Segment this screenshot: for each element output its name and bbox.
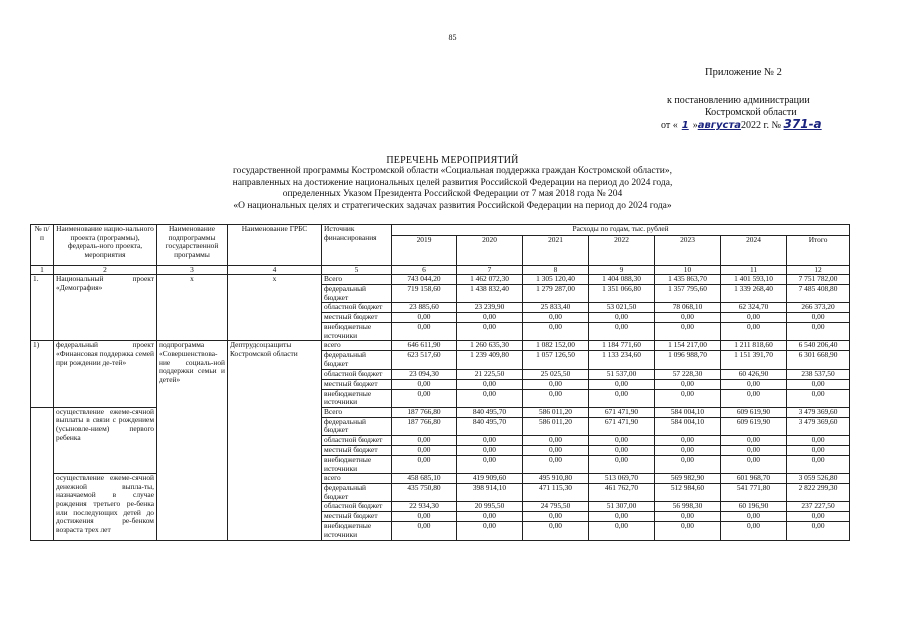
- year-value: 0,00: [721, 323, 787, 341]
- year-value: 512 984,60: [655, 484, 721, 502]
- measure-name: осуществление ежеме-сячной выплаты в связи с рождением (усыновле-нием) первого ребенка: [54, 407, 157, 473]
- document-heading: [0, 155, 905, 212]
- year-value: 0,00: [392, 522, 457, 540]
- year-value: 0,00: [655, 512, 721, 522]
- year-value: 743 044,20: [392, 275, 457, 285]
- year-value: 601 968,70: [721, 474, 787, 484]
- col-index: 10: [655, 266, 721, 275]
- year-value: 53 021,50: [589, 303, 655, 313]
- header-name: Наименование нацио-нального проекта (программы), федераль-ного проекта, мероприятия: [54, 225, 157, 266]
- year-value: 1 211 818,60: [721, 341, 787, 351]
- total-value: 0,00: [787, 435, 850, 445]
- measure-name: осуществление ежеме-сячной денежной выпла-ты, назначаемой в случае рождения третьего ре-бенка или последующих детей до достижения ре-бенком возраста трех лет: [54, 474, 157, 540]
- year-value: 840 495,70: [457, 417, 523, 435]
- year-value: 541 771,80: [721, 484, 787, 502]
- col-index: 5: [322, 266, 392, 275]
- year-value: 584 004,10: [655, 407, 721, 417]
- year-value: 0,00: [392, 323, 457, 341]
- grbs-name: х: [228, 275, 322, 341]
- total-value: 7 485 408,80: [787, 285, 850, 303]
- total-value: 0,00: [787, 313, 850, 323]
- year-value: 0,00: [589, 445, 655, 455]
- funding-source: федеральный бюджет: [322, 484, 392, 502]
- date-prefix: от «: [661, 120, 678, 131]
- year-value: 0,00: [589, 522, 655, 540]
- table-row: [31, 341, 850, 351]
- year-value: 0,00: [589, 389, 655, 407]
- year-value: 471 115,30: [523, 484, 589, 502]
- year-value: 51 307,00: [589, 502, 655, 512]
- year-value: 0,00: [457, 445, 523, 455]
- year-value: 0,00: [392, 313, 457, 323]
- year-value: 1 151 391,70: [721, 351, 787, 369]
- funding-source: областной бюджет: [322, 435, 392, 445]
- year-value: 1 438 832,40: [457, 285, 523, 303]
- total-value: 0,00: [787, 323, 850, 341]
- funding-source: местный бюджет: [322, 445, 392, 455]
- heading-line4: «О национальных целях и стратегических задачах развития Российской Федерации на период до 2024 года»: [233, 200, 672, 211]
- measure-name: федеральный проект «Финансовая поддержка семей при рождении де-тей»: [54, 341, 157, 407]
- col-index: 1: [31, 266, 54, 275]
- year-value: 57 228,30: [655, 369, 721, 379]
- year-value: 20 995,50: [457, 502, 523, 512]
- year-value: 419 909,60: [457, 474, 523, 484]
- year-2022: 2022: [589, 236, 655, 266]
- funding-source: внебюджетные источники: [322, 522, 392, 540]
- year-value: 0,00: [392, 435, 457, 445]
- funding-source: всего: [322, 341, 392, 351]
- year-value: 1 339 268,40: [721, 285, 787, 303]
- year-value: 0,00: [589, 313, 655, 323]
- heading-line1: государственной программы Костромской области «Социальная поддержка граждан Костромской области»,: [233, 166, 672, 177]
- total-value: 3 479 369,60: [787, 407, 850, 417]
- funding-source: областной бюджет: [322, 369, 392, 379]
- year-value: 21 225,50: [457, 369, 523, 379]
- year-value: 0,00: [655, 435, 721, 445]
- year-value: 25 025,50: [523, 369, 589, 379]
- year-value: 1 462 072,30: [457, 275, 523, 285]
- total-value: 237 227,50: [787, 502, 850, 512]
- column-index-row: [31, 266, 850, 275]
- year-value: 719 158,60: [392, 285, 457, 303]
- col-index: 3: [157, 266, 228, 275]
- year-value: 0,00: [457, 323, 523, 341]
- year-2019: 2019: [392, 236, 457, 266]
- year-value: 646 611,90: [392, 341, 457, 351]
- funding-source: местный бюджет: [322, 379, 392, 389]
- heading-line2: направленных на достижение национальных целей развития Российской Федерации на период до 2024 года,: [232, 177, 673, 188]
- col-index: 8: [523, 266, 589, 275]
- year-value: 435 750,80: [392, 484, 457, 502]
- year-value: 60 196,90: [721, 502, 787, 512]
- table-row: [31, 407, 850, 417]
- appendix-title: Приложение № 2: [705, 67, 782, 78]
- funding-source: внебюджетные источники: [322, 455, 392, 473]
- total-value: 0,00: [787, 379, 850, 389]
- year-value: 0,00: [655, 522, 721, 540]
- year-value: 0,00: [392, 389, 457, 407]
- year-value: 0,00: [457, 435, 523, 445]
- year-value: 671 471,90: [589, 407, 655, 417]
- year-value: 495 910,80: [523, 474, 589, 484]
- col-index: 9: [589, 266, 655, 275]
- total-value: 0,00: [787, 445, 850, 455]
- year-value: 0,00: [457, 379, 523, 389]
- year-value: 0,00: [523, 455, 589, 473]
- funding-source: федеральный бюджет: [322, 417, 392, 435]
- year-value: 584 004,10: [655, 417, 721, 435]
- year-value: 0,00: [457, 313, 523, 323]
- year-value: 1 357 795,60: [655, 285, 721, 303]
- year-value: 0,00: [721, 389, 787, 407]
- col-index: 7: [457, 266, 523, 275]
- year-value: 0,00: [392, 455, 457, 473]
- year-value: 1 096 988,70: [655, 351, 721, 369]
- total-value: 3 479 369,60: [787, 417, 850, 435]
- funding-source: областной бюджет: [322, 303, 392, 313]
- year-value: 461 762,70: [589, 484, 655, 502]
- year-value: 60 426,90: [721, 369, 787, 379]
- header-no: № п/п: [31, 225, 54, 266]
- total-value: 238 537,50: [787, 369, 850, 379]
- year-value: 0,00: [392, 512, 457, 522]
- date-day: 1: [681, 120, 689, 131]
- row-number: 1.: [31, 275, 54, 341]
- year-value: 62 324,70: [721, 303, 787, 313]
- year-value: 0,00: [523, 512, 589, 522]
- year-value: 586 011,20: [523, 407, 589, 417]
- row-number: [31, 407, 54, 540]
- header-expenses: Расходы по годам, тыс. рублей: [392, 225, 850, 236]
- year-value: 1 057 126,50: [523, 351, 589, 369]
- funding-source: федеральный бюджет: [322, 285, 392, 303]
- order-number: 371-а: [783, 117, 822, 131]
- year-value: 51 537,00: [589, 369, 655, 379]
- year-2023: 2023: [655, 236, 721, 266]
- year-value: 1 184 771,60: [589, 341, 655, 351]
- year-value: 0,00: [589, 379, 655, 389]
- year-value: 0,00: [457, 522, 523, 540]
- year-value: 0,00: [392, 445, 457, 455]
- funding-source: местный бюджет: [322, 313, 392, 323]
- page-number: 85: [448, 33, 457, 42]
- total-value: 2 822 299,30: [787, 484, 850, 502]
- col-index: 11: [721, 266, 787, 275]
- year-value: 458 685,10: [392, 474, 457, 484]
- year-2021: 2021: [523, 236, 589, 266]
- total-value: 6 301 668,90: [787, 351, 850, 369]
- year-value: 1 279 287,00: [523, 285, 589, 303]
- year-value: 0,00: [655, 323, 721, 341]
- year-value: 78 068,10: [655, 303, 721, 313]
- funding-source: всего: [322, 474, 392, 484]
- year-value: 0,00: [523, 435, 589, 445]
- measures-table: [30, 224, 850, 541]
- year-value: 0,00: [721, 512, 787, 522]
- year-value: 1 133 234,60: [589, 351, 655, 369]
- date-mid: »: [692, 120, 698, 131]
- year-value: 0,00: [457, 389, 523, 407]
- subprogram-name: подпрограмма «Совершенствова-ние социаль-ной поддержки семьи и детей»: [157, 341, 228, 540]
- year-value: 0,00: [655, 445, 721, 455]
- year-value: 0,00: [589, 323, 655, 341]
- total-value: 0,00: [787, 455, 850, 473]
- total-value: 6 540 206,40: [787, 341, 850, 351]
- year-value: 1 401 593,10: [721, 275, 787, 285]
- year-value: 1 082 152,00: [523, 341, 589, 351]
- total-value: 0,00: [787, 389, 850, 407]
- year-value: 1 305 120,40: [523, 275, 589, 285]
- total-value: 0,00: [787, 512, 850, 522]
- year-value: 0,00: [523, 313, 589, 323]
- year-value: 0,00: [457, 512, 523, 522]
- year-value: 23 885,60: [392, 303, 457, 313]
- year-value: 0,00: [721, 522, 787, 540]
- year-value: 24 795,50: [523, 502, 589, 512]
- header-source: Источник финансирования: [322, 225, 392, 266]
- measure-name: Национальный проект «Демография»: [54, 275, 157, 341]
- year-value: 0,00: [589, 455, 655, 473]
- year-value: 0,00: [655, 379, 721, 389]
- funding-source: внебюджетные источники: [322, 323, 392, 341]
- date-month: августа: [697, 120, 742, 131]
- col-index: 12: [787, 266, 850, 275]
- year-value: 586 011,20: [523, 417, 589, 435]
- year-value: 22 934,30: [392, 502, 457, 512]
- year-value: 0,00: [721, 445, 787, 455]
- year-value: 569 982,90: [655, 474, 721, 484]
- year-value: 0,00: [523, 445, 589, 455]
- appendix-line2: Костромской области: [705, 107, 797, 118]
- year-value: 56 998,30: [655, 502, 721, 512]
- year-value: 0,00: [721, 379, 787, 389]
- total-value: 7 751 782,00: [787, 275, 850, 285]
- year-2024: 2024: [721, 236, 787, 266]
- year-value: 1 239 409,80: [457, 351, 523, 369]
- year-value: 0,00: [655, 389, 721, 407]
- year-2020: 2020: [457, 236, 523, 266]
- funding-source: внебюджетные источники: [322, 389, 392, 407]
- year-value: 0,00: [589, 512, 655, 522]
- subprogram-name: х: [157, 275, 228, 341]
- year-value: 0,00: [589, 435, 655, 445]
- header-grbs: Наименование ГРБС: [228, 225, 322, 266]
- col-index: 6: [392, 266, 457, 275]
- total-value: 0,00: [787, 522, 850, 540]
- year-value: 1 404 088,30: [589, 275, 655, 285]
- year-value: 0,00: [721, 435, 787, 445]
- year-value: 0,00: [523, 522, 589, 540]
- year-value: 0,00: [721, 455, 787, 473]
- year-value: 23 094,30: [392, 369, 457, 379]
- appendix-date-line: [661, 117, 822, 131]
- date-year: 2022 г. №: [741, 120, 782, 131]
- year-value: 187 766,80: [392, 407, 457, 417]
- row-number: 1): [31, 341, 54, 407]
- year-value: 0,00: [392, 379, 457, 389]
- col-index: 2: [54, 266, 157, 275]
- table-row: [31, 275, 850, 285]
- year-value: 0,00: [523, 389, 589, 407]
- total-value: 266 373,20: [787, 303, 850, 313]
- year-value: 513 069,70: [589, 474, 655, 484]
- table-row: [31, 474, 850, 484]
- heading-title: ПЕРЕЧЕНЬ МЕРОПРИЯТИЙ: [386, 155, 519, 166]
- year-value: 398 914,10: [457, 484, 523, 502]
- year-value: 0,00: [457, 455, 523, 473]
- year-value: 609 619,90: [721, 407, 787, 417]
- year-value: 25 833,40: [523, 303, 589, 313]
- year-value: 0,00: [655, 455, 721, 473]
- funding-source: Всего: [322, 407, 392, 417]
- col-index: 4: [228, 266, 322, 275]
- year-value: 23 239,90: [457, 303, 523, 313]
- funding-source: федеральный бюджет: [322, 351, 392, 369]
- year-value: 0,00: [655, 313, 721, 323]
- funding-source: Всего: [322, 275, 392, 285]
- year-value: 0,00: [523, 379, 589, 389]
- grbs-name: Дептрудсоцзащиты Костромской области: [228, 341, 322, 540]
- year-value: 1 351 066,80: [589, 285, 655, 303]
- year-value: 1 260 635,30: [457, 341, 523, 351]
- year-value: 0,00: [523, 323, 589, 341]
- heading-line3: определенных Указом Президента Российской Федерации от 7 мая 2018 года № 204: [282, 189, 623, 200]
- funding-source: местный бюджет: [322, 512, 392, 522]
- funding-source: областной бюджет: [322, 502, 392, 512]
- year-value: 623 517,60: [392, 351, 457, 369]
- appendix-line1: к постановлению администрации: [667, 95, 810, 106]
- year-value: 840 495,70: [457, 407, 523, 417]
- header-subprogram: Наименование подпрограммы государственной программы: [157, 225, 228, 266]
- year-value: 609 619,90: [721, 417, 787, 435]
- year-value: 1 435 863,70: [655, 275, 721, 285]
- year-value: 671 471,90: [589, 417, 655, 435]
- year-value: 1 154 217,00: [655, 341, 721, 351]
- total-value: 3 059 526,80: [787, 474, 850, 484]
- year-value: 0,00: [721, 313, 787, 323]
- year-total: Итого: [787, 236, 850, 266]
- year-value: 187 766,80: [392, 417, 457, 435]
